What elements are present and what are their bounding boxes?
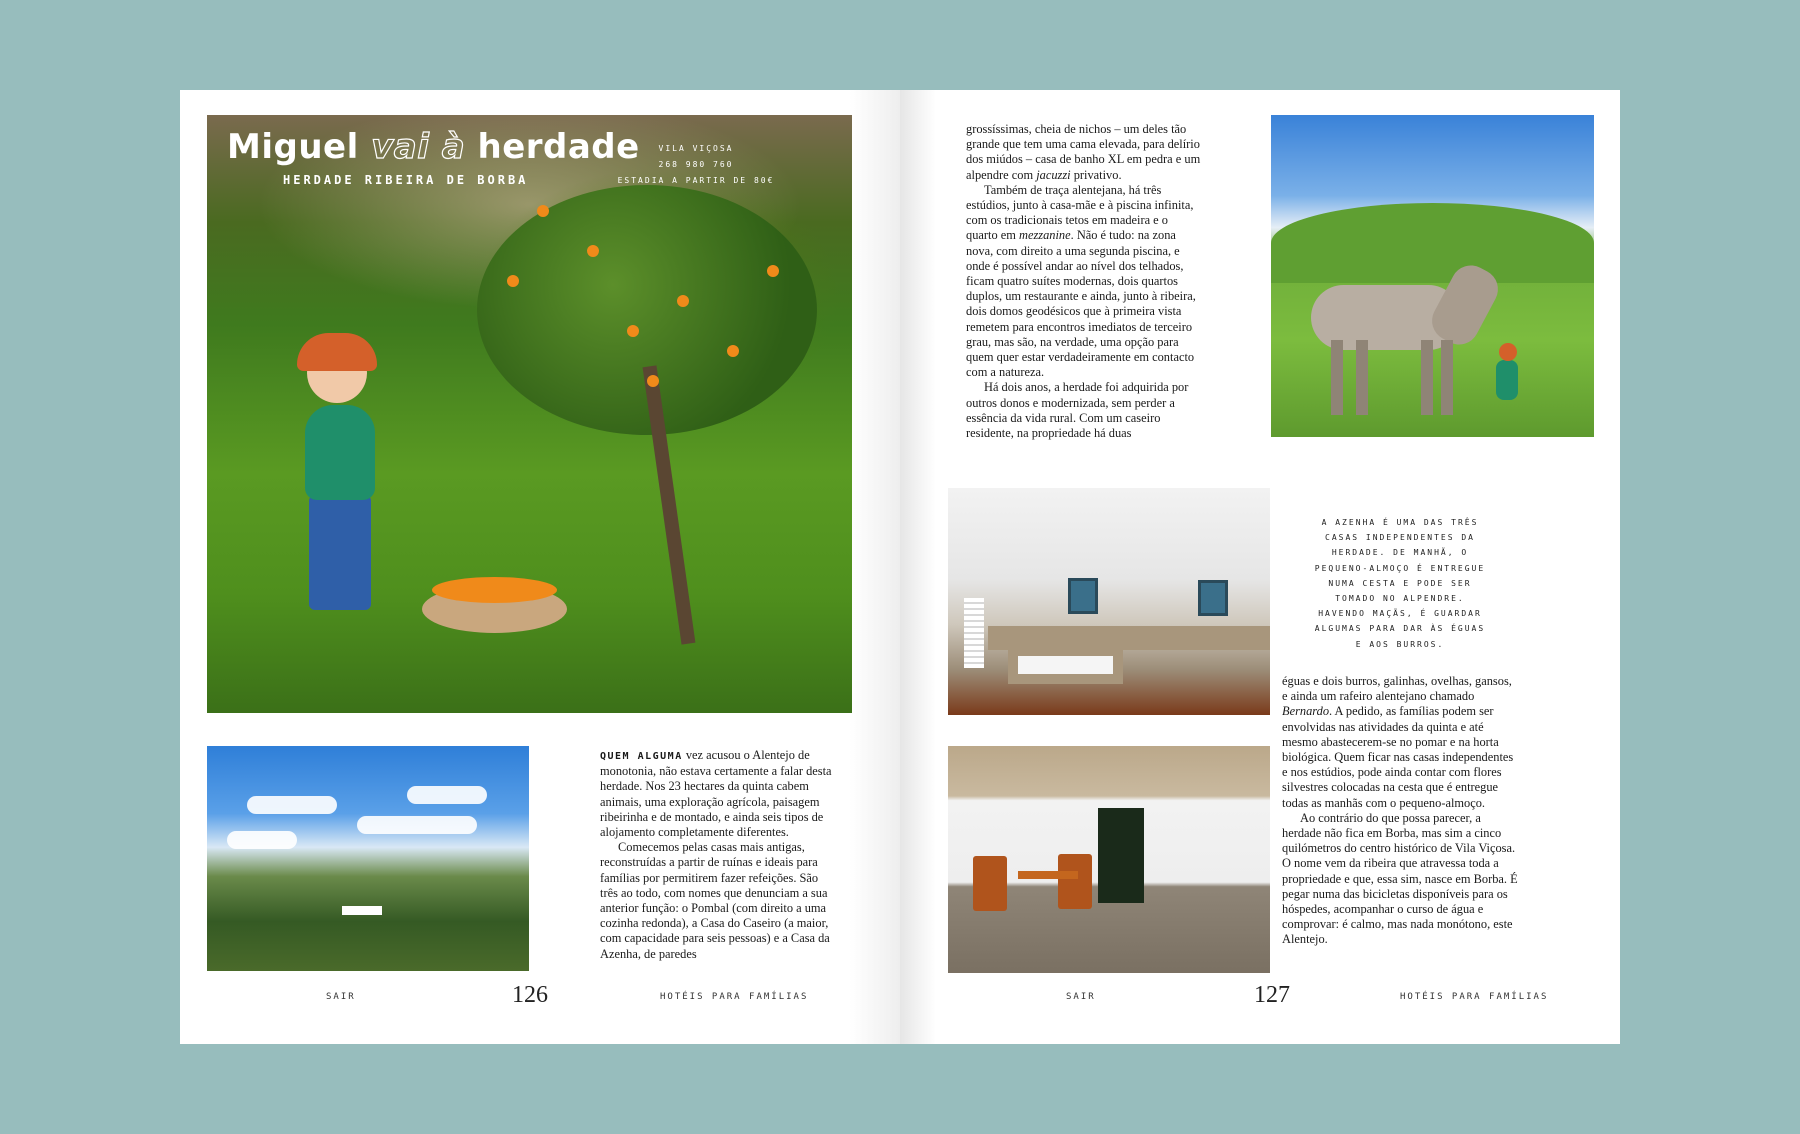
article-body-left: QUEM ALGUMA vez acusou o Alentejo de monotonia, não estava certamente a falar desta herdade. Nos 23 hectares da quinta cabem animais, uma exploração agrícola, paisagem ribeirinha e de montado, e ainda seis tipos de alojamento completamente diferentes. Comecemos pelas casas mais antigas, reconstruídas a partir de ruínas e ideais para famílias por permitirem fazer refeições. São três ao todo, com nomes que denunciam a sua anterior função: o Pombal (com direito a uma cozinha redonda), a Casa do Caseiro (a maior, com capacidade para seis pessoas) e a Casa da Azenha, de paredes [600, 748, 832, 961]
horse-photo [1271, 115, 1594, 437]
article-body-right-bottom: éguas e dois burros, galinhas, ovelhas, gansos, e ainda um rafeiro alentejano chamado Bernardo. A pedido, as famílias podem ser envolvidas nas atividades da quinta e até mesmo abastecerem-se no pomar e na horta biológica. Quem ficar nas casas independentes e nos estúdios, pode ainda contar com flores silvestres colocadas na cesta que é entregue todas as manhãs com o pequeno-almoço. Ao contrário do que possa parecer, a herdade não fica em Borba, mas sim a cinco quilómetros do centro histórico de Vila Viçosa. O nome vem da ribeira que atravessa toda a propriedade e que, essa sim, nasce em Borba. É pegar numa das bicicletas disponíveis para os hóspedes, acompanhar o curso de água e comprovar: é calmo, mas nada monótono, este Alentejo. [1282, 674, 1518, 947]
hero-photo-child-orange-tree [207, 115, 852, 713]
magazine-spread [180, 90, 1620, 1044]
footer-category: HOTÉIS PARA FAMÍLIAS [660, 992, 809, 1002]
info-location: VILA VIÇOSA [658, 144, 734, 153]
page-number: 127 [1254, 982, 1290, 1008]
footer-category: HOTÉIS PARA FAMÍLIAS [1400, 992, 1549, 1002]
left-page [180, 90, 900, 1044]
hotel-info [596, 141, 796, 189]
lead-in: QUEM ALGUMA [600, 751, 683, 762]
footer-section: SAIR [1066, 992, 1096, 1002]
paragraph: Comecemos pelas casas mais antigas, reconstruídas a partir de ruínas e ideais para famílias por permitirem fazer refeições. São três ao todo, com nomes que denunciam a sua anterior função: o Pombal (com direito a uma cozinha redonda), a Casa do Caseiro (a maior, com capacidade para seis pessoas) e a Casa da Azenha, de paredes [600, 840, 830, 961]
landscape-photo [207, 746, 529, 971]
article-title: Miguel vai à herdade [227, 127, 640, 167]
article-subtitle: HERDADE RIBEIRA DE BORBA [283, 173, 529, 187]
page-number: 126 [512, 982, 548, 1008]
article-body-right-top: grossíssimas, cheia de nichos – um deles tão grande que tem uma cama elevada, para delírio dos miúdos – casa de banho XL em pedra e um alpendre com jacuzzi privativo. Também de traça alentejana, há três estúdios, junto à casa-mãe e à piscina infinita, com os tradicionais tetos em madeira e o quarto em mezzanine. Não é tudo: na zona nova, com direito a uma segunda piscina, e onde é possível andar ao nível dos telhados, ficam quatro suítes modernas, dois quartos duplos, um restaurante e ainda, junto à ribeira, dois domos geodésicos que à primeira vista remetem para encontros imediatos de terceiro grau, mas são, na verdade, uma opção para quem quer estar verdadeiramente em contacto com a natureza. Há dois anos, a herdade foi adquirida por outros donos e modernizada, sem perder a essência da vida rural. Com um caseiro residente, na propriedade há duas [966, 122, 1201, 441]
patio-photo [948, 746, 1270, 973]
photo-caption: A AZENHA É UMA DAS TRÊS CASAS INDEPENDENTES DA HERDADE. DE MANHÃ, O PEQUENO-ALMOÇO É ENTREGUE NUMA CESTA E PODE SER TOMADO NO ALPENDRE. HAVENDO MAÇÃS, É GUARDAR ALGUMAS PARA DAR ÀS ÉGUAS E AOS BURROS. [1314, 518, 1486, 649]
info-phone: 268 980 760 [658, 160, 734, 169]
footer-section: SAIR [326, 992, 356, 1002]
info-price: ESTADIA A PARTIR DE 80€ [617, 176, 775, 185]
right-page [900, 90, 1620, 1044]
bathroom-photo [948, 488, 1270, 715]
